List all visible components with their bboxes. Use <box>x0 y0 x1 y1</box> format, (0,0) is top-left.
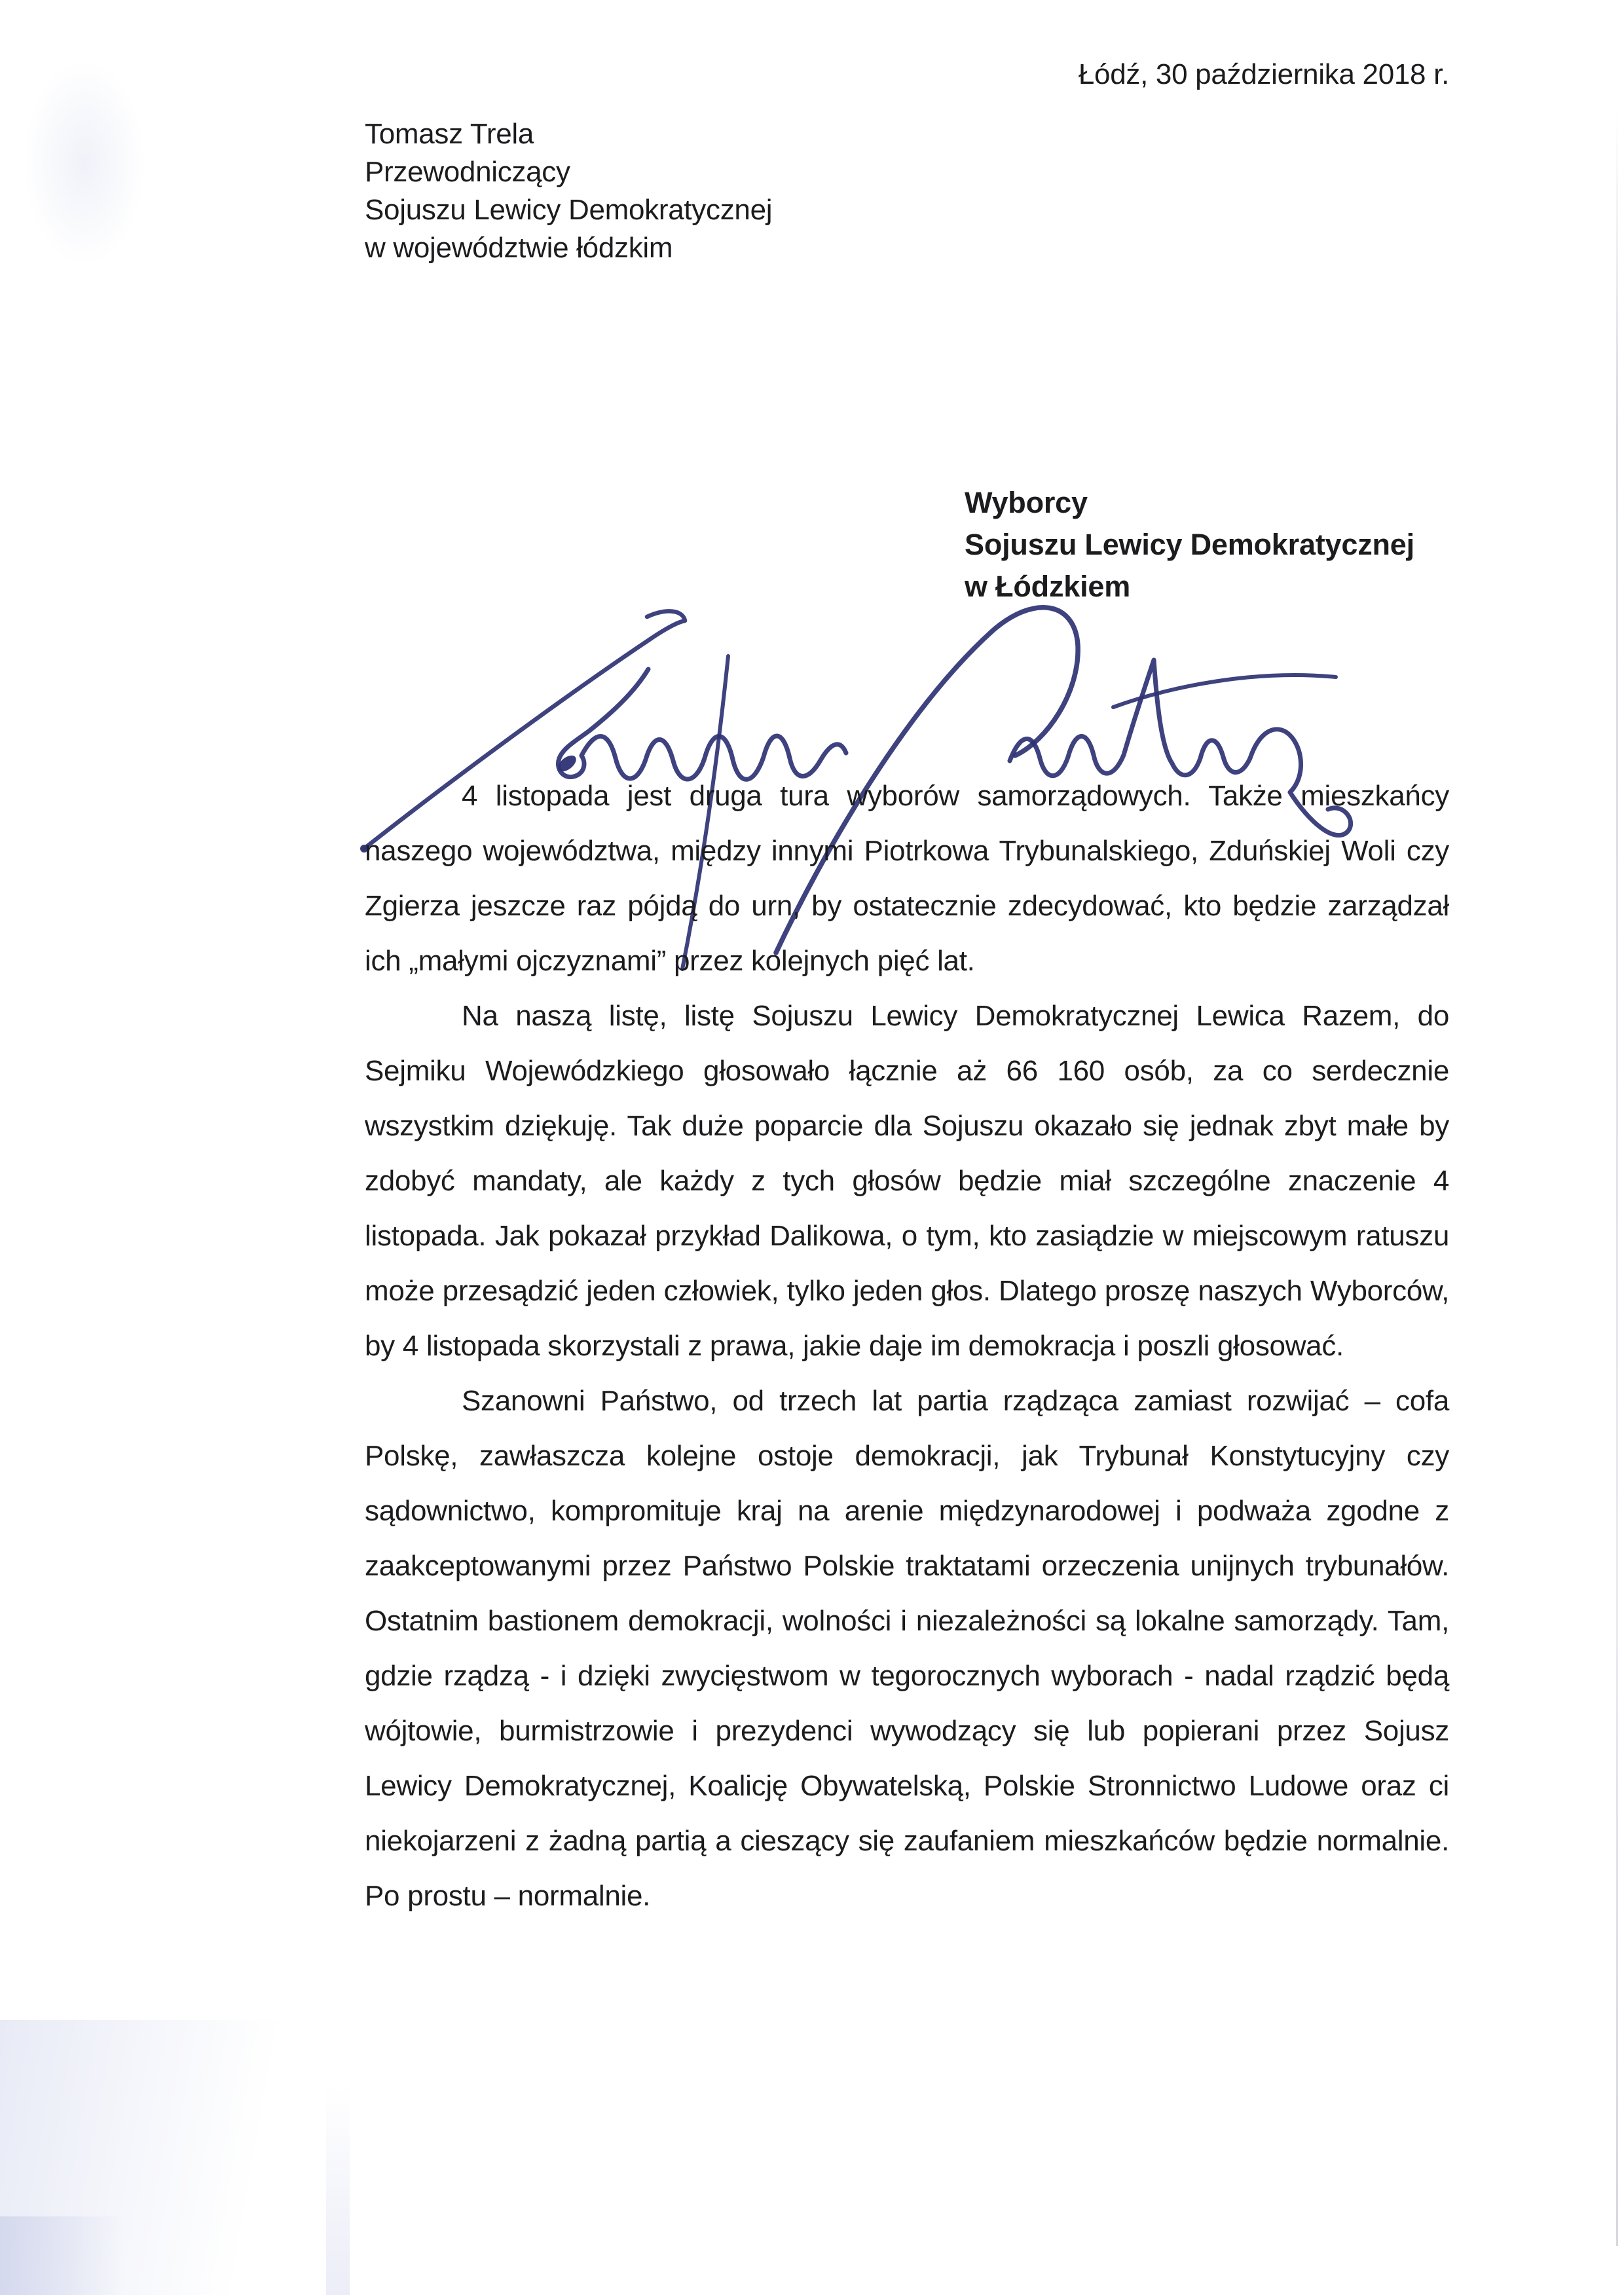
paragraph-3: Szanowni Państwo, od trzech lat partia rządząca zamiast rozwijać – cofa Polskę, zawłaszcza kolejne ostoje demokracji, jak Trybunał Konstytucyjny czy sądownictwo, kompromituje kraj na arenie międzynarodowej i podważa zgodne z zaakceptowanymi przez Państwo Polskie traktatami orzeczenia unijnych trybunałów. Ostatnim bastionem demokracji, wolności i niezależności są lokalne samorządy. Tam, gdzie rządzą - i dzięki zwycięstwom w tegorocznych wyborach - nadal rządzić będą wójtowie, burmistrzowie i prezydenci wywodzący się lub popierani przez Sojusz Lewicy Demokratycznej, Koalicję Obywatelską, Polskie Stronnictwo Ludowe oraz ci niekojarzeni z żadną partią a cieszący się zaufaniem mieszkańców będzie normalnie. Po prostu – normalnie. <box>365 1385 1449 1912</box>
addressee-line: Wyborcy <box>965 486 1088 519</box>
sender-title: Przewodniczący <box>365 156 570 188</box>
addressee-line: w Łódzkiem <box>965 570 1131 603</box>
scan-artifact-right-edge-line <box>1616 111 1618 2246</box>
sender-organization: Sojuszu Lewicy Demokratycznej <box>365 194 773 226</box>
addressee-line: Sojuszu Lewicy Demokratycznej <box>965 528 1414 561</box>
scan-artifact-top-left <box>0 20 301 465</box>
scan-artifact-bottom-left <box>0 2020 380 2295</box>
sender-name: Tomasz Trela <box>365 118 534 150</box>
date-line: Łódź, 30 października 2018 r. <box>1078 58 1449 90</box>
scan-artifact-streak <box>326 2085 350 2295</box>
scan-artifact-bottom-corner <box>0 2216 124 2295</box>
paragraph-2: Na naszą listę, listę Sojuszu Lewicy Demokratycznej Lewica Razem, do Sejmiku Wojewódzkiego głosowało łącznie aż 66 160 osób, za co serdecznie wszystkim dziękuję. Tak duże poparcie dla Sojuszu okazało się jednak zbyt małe by zdobyć mandaty, ale każdy z tych głosów będzie miał szczególne znaczenie 4 listopada. Jak pokazał przykład Dalikowa, o tym, kto zasiądzie w miejscowym ratuszu może przesądzić jeden człowiek, tylko jeden głos. Dlatego proszę naszych Wyborców, by 4 listopada skorzystali z prawa, jakie daje im demokracja i poszli głosować. <box>365 1000 1449 1362</box>
letter-body <box>365 769 1449 1924</box>
sender-region: w województwie łódzkim <box>365 232 673 264</box>
signature-stroke <box>558 669 846 779</box>
sender-block <box>365 115 772 267</box>
paragraph-1: 4 listopada jest druga tura wyborów samorządowych. Także mieszkańcy naszego województwa, między innymi Piotrkowa Trybunalskiego, Zduńskiej Woli czy Zgierza jeszcze raz pójdą do urn, by ostatecznie zdecydować, kto będzie zarządzał ich „małymi ojczyznami” przez kolejnych pięć lat. <box>365 780 1449 977</box>
